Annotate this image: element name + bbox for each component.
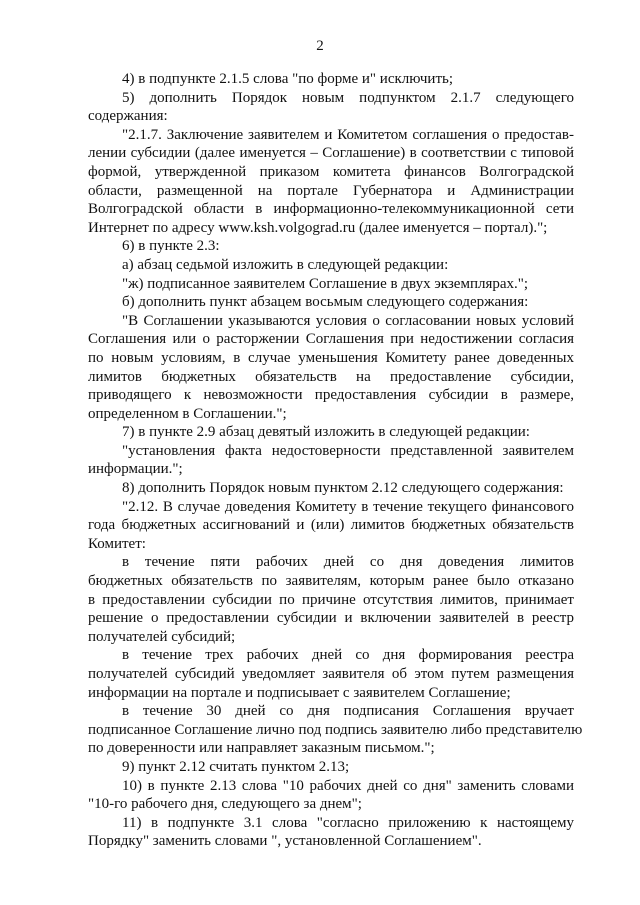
text-line: 5) дополнить Порядок новым подпунктом 2.1.7 следующего xyxy=(122,89,574,106)
text-line: содержания: xyxy=(88,108,168,125)
page-number: 2 xyxy=(316,38,324,54)
text-line: а) абзац седьмой изложить в следующей редакции: xyxy=(122,256,449,273)
text-line: Соглашения или о расторжении Соглашения при недостижении согласия xyxy=(88,331,574,348)
document-body xyxy=(88,70,583,851)
text-line: 4) в подпункте 2.1.5 слова "по форме и" исключить; xyxy=(122,71,454,87)
text-line: определенном в Соглашении."; xyxy=(88,405,287,422)
text-line: в предоставлении субсидии по причине отсутствия лимитов, принимает xyxy=(88,591,574,608)
text-line: в течение трех рабочих дней со дня формирования реестра xyxy=(122,647,574,664)
text-line: лении субсидии (далее именуется – Соглашение) в соответствии с типовой xyxy=(88,145,574,162)
text-line: в течение 30 дней со дня подписания Соглашения вручает xyxy=(122,703,574,720)
text-line: 7) в пункте 2.9 абзац девятый изложить в следующей редакции: xyxy=(122,424,530,441)
text-line: лимитов бюджетных обязательств на предоставление субсидии, xyxy=(88,368,574,385)
text-line: по новым условиям, в случае уменьшения Комитету ранее доведенных xyxy=(88,349,574,366)
text-line: по доверенности или направляет заказным письмом."; xyxy=(88,740,435,757)
text-line: получателей субсидий; xyxy=(88,628,236,645)
text-line: подписанное Соглашение лично под подпись заявителю либо представителю xyxy=(88,721,583,738)
text-line: 11) в подпункте 3.1 слова "согласно приложению к настоящему xyxy=(122,814,574,831)
text-line: получателей субсидий уведомляет заявителя об этом путем размещения xyxy=(88,666,574,682)
text-line: 8) дополнить Порядок новым пунктом 2.12 следующего содержания: xyxy=(122,480,564,497)
text-line: 9) пункт 2.12 считать пунктом 2.13; xyxy=(122,758,350,775)
text-line: формой, утвержденной приказом комитета финансов Волгоградской xyxy=(88,163,574,180)
text-line: информации."; xyxy=(88,461,183,478)
text-line: 10) в пункте 2.13 слова "10 рабочих дней со дня" заменить словами xyxy=(122,777,574,794)
text-line: "установления факта недостоверности представленной заявителем xyxy=(122,442,574,459)
text-line: б) дополнить пункт абзацем восьмым следующего содержания: xyxy=(122,294,529,311)
text-line: приводящего к невозможности предоставления субсидии в размере, xyxy=(88,387,574,404)
text-line: области, размещенной на портале Губернатора и Администрации xyxy=(88,182,574,199)
text-line: в течение пяти рабочих дней со дня доведения лимитов xyxy=(122,554,574,571)
text-line: решение о предоставлении субсидии и включении заявителей в реестр xyxy=(88,610,574,627)
text-line: информации на портале и подписывает с заявителем Соглашение; xyxy=(88,684,511,701)
text-line: бюджетных обязательств по заявителям, которым ранее было отказано xyxy=(88,573,574,590)
text-line: Порядку" заменить словами ", установленной Соглашением". xyxy=(88,833,482,850)
text-line: года бюджетных ассигнований и (или) лимитов бюджетных обязательств xyxy=(88,517,574,534)
text-line: "10-го рабочего дня, следующего за днем"; xyxy=(88,796,362,813)
text-line: "ж) подписанное заявителем Соглашение в двух экземплярах."; xyxy=(122,275,529,292)
text-line: Волгоградской области в информационно-телекоммуникационной сети xyxy=(88,201,574,218)
text-line: "2.12. В случае доведения Комитету в течение текущего финансового xyxy=(122,498,574,515)
text-line: Интернет по адресу www.ksh.volgograd.ru (далее именуется – портал)."; xyxy=(88,219,548,236)
text-line: "В Соглашении указываются условия о согласовании новых условий xyxy=(122,312,574,329)
text-line: Комитет: xyxy=(88,535,146,552)
text-line: "2.1.7. Заключение заявителем и Комитетом соглашения о предостав- xyxy=(122,126,574,143)
text-line: 6) в пункте 2.3: xyxy=(122,238,220,255)
